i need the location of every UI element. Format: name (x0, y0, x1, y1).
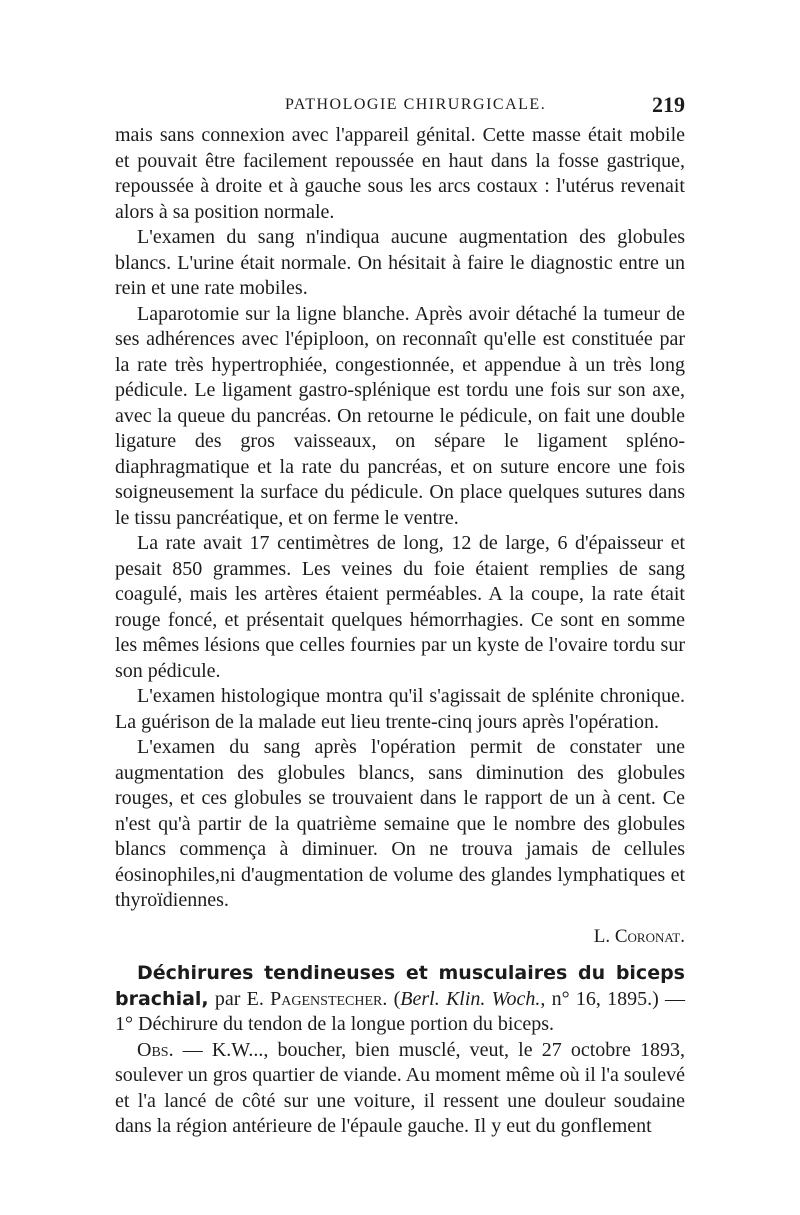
page-body (115, 123, 685, 1140)
running-title: PATHOLOGIE CHIRURGICALE. (285, 96, 547, 113)
paragraph: L'examen histologique montra qu'il s'agissait de splénite chronique. La guérison de la malade eut lieu trente-cinq jours après l'opération. (115, 685, 685, 733)
observation-text: — K.W..., boucher, bien musclé, veut, le 27 octobre 1893, soulever un gros quartier de viande. Au moment même où il l'a soulevé et l'a lancé de côté sur une voiture, il ressent une douleur soudaine dans la région antérieure de l'épaule gauche. Il y eut du gonflement (115, 1038, 685, 1137)
page-number: 219 (652, 92, 685, 117)
article-by: par E. (214, 987, 271, 1010)
paragraph: L'examen du sang après l'opération permit de constater une augmentation des globules blancs, sans diminution des globules rouges, et ces globules se trouvaient dans le rapport de un à cent. Ce n'est qu'à partir de la quatrième semaine que le nombre des globules blancs commença à diminuer. On ne trouva jamais de cellules éosinophiles,ni d'augmentation de volume des glandes lymphatiques et thyroïdiennes. (115, 736, 685, 911)
author-signature: L. Coronat. (593, 925, 685, 947)
paragraph: L'examen du sang n'indiqua aucune augmentation des globules blancs. L'urine était normale. On hésitait à faire le diagnostic entre un rein et une rate mobiles. (115, 226, 685, 299)
article-reference: , n° 16, 1895.) — 1° Déchirure du tendon de la longue portion du biceps. (115, 987, 685, 1035)
observation-label: Obs. (137, 1038, 174, 1061)
journal-name: Berl. Klin. Woch. (400, 987, 541, 1010)
paragraph: La rate avait 17 centimètres de long, 12 de large, 6 d'épaisseur et pesait 850 grammes. Les veines du foie étaient remplies de sang coagulé, mais les artères étaient perméables. A la coupe, la rate était rouge foncé, et présentait quelques hémorrhagies. Ce sont en somme les mêmes lésions que celles fournies par un kyste de l'ovaire tordu sur son pédicule. (115, 532, 685, 682)
article-author: Pagenstecher. (270, 987, 388, 1010)
article-title: Déchirures tendineuses et musculaires du biceps brachial, (115, 962, 685, 1010)
observation-paragraph (115, 1038, 685, 1140)
paragraph: Laparotomie sur la ligne blanche. Après avoir détaché la tumeur de ses adhérences avec l'épiploon, on reconnaît qu'elle est constituée par la rate très hypertrophiée, congestionnée, et appendue à un très long pédicule. Le ligament gastro-splénique est tordu une fois sur son axe, avec la queue du pancréas. On retourne le pédicule, on fait une double ligature des gros vaisseaux, on sépare le ligament spléno-diaphragmatique et la rate du pancréas, et on suture encore une fois soigneusement la surface du pédicule. On place quelques sutures dans le tissu pancréatique, et on ferme le ventre. (115, 302, 685, 529)
page-header (115, 92, 685, 122)
paragraph: mais sans connexion avec l'appareil génital. Cette masse était mobile et pouvait être facilement repoussée en haut dans la fosse gastrique, repoussée à droite et à gauche sous les arcs costaux : l'utérus revenait alors à sa position normale. (115, 124, 685, 223)
article-heading (115, 961, 685, 1038)
article-open-paren: ( (387, 987, 401, 1010)
